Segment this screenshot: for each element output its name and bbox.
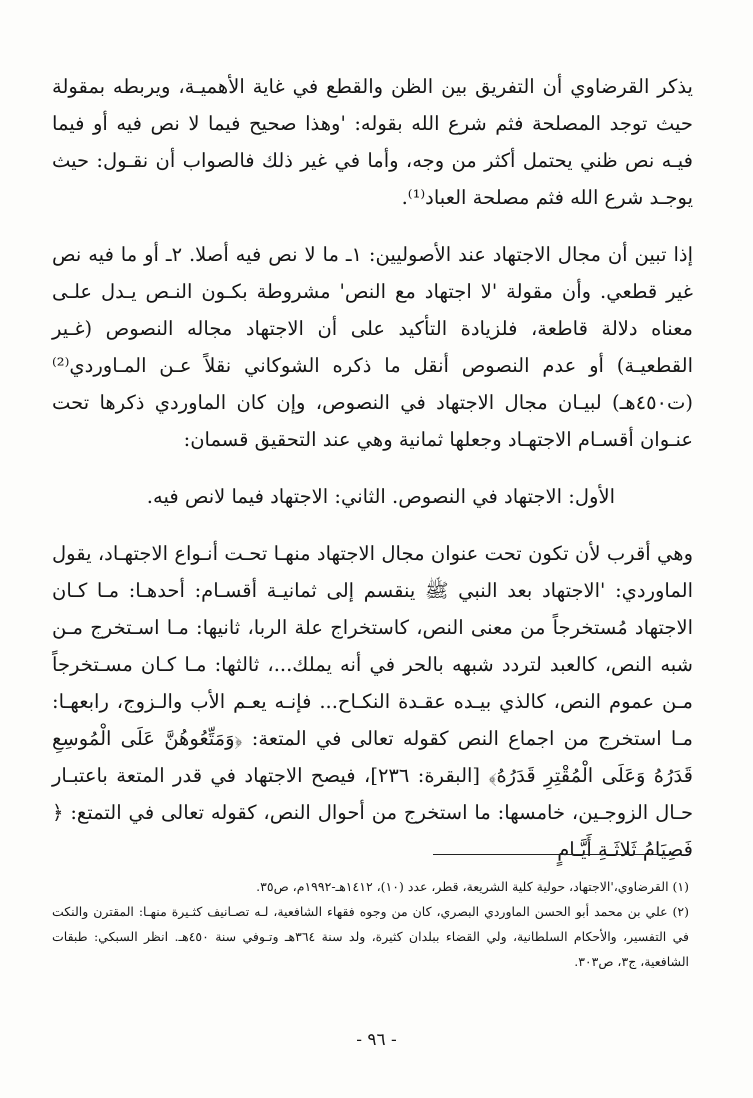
footnote-1: (١) القرضاوي،'الاجتهاد، حولية كلية الشريعة، قطر، عدد (١٠)، ١٤١٢هـ-١٩٩٢م، ص٣٥.	[256, 879, 689, 894]
paragraph-ijtihad-scope: إذا تبين أن مجال الاجتهاد عند الأصوليين: ١ـ ما لا نص فيه أصلا. ٢ـ أو ما فيه نص غير قطعي. وأن مقولة 'لا اجتهاد مع النص' مشروطة بكـون النـص يـدل علـى معناه دلالة قاطعة، فلزيادة التأكيد على أن الاجتهاد مجاله النصوص (غـير القطعيـة) أو عدم النصوص أنقل ما ذكره الشوكاني نقلاً عـن المـاوردي⁽²⁾(ت٤٥٠هـ) لبيـان مجال الاجتهاد في النصوص، وإن كان الماوردي ذكرها تحت عنـوان أقسـام الاجتهـاد وجعلها ثمانية وهي عند التحقيق قسمان:	[52, 243, 693, 451]
footnote-divider	[433, 854, 673, 855]
footnote-2: (٢) علي بن محمد أبو الحسن الماوردي البصري، كان من وجوه فقهاء الشافعية، لـه تصـانيف كثـيرة منهـا: المقترن والنكت في التفسير، والأحكام السلطانية، ولي القضاء ببلدان كثيرة، ولد سنة ٣٦٤هـ وتـوفي سنة ٤٥٠هـ. انظر السبكي: طبقات الشافعية، ج٣، ص٣٠٣.	[52, 904, 690, 969]
paragraph-mawardi-quote: وهي أقرب لأن تكون تحت عنوان مجال الاجتهاد منهـا تحـت أنـواع الاجتهـاد، يقول الماوردي: 'الاجتهاد بعد النبي ﷺ ينقسم إلى ثمانيـة أقسـام: أحدهـا: مـا كـان الاجتهاد مُستخرجاً من معنى النص، كاستخراج علة الربا، ثانيها: مـا اسـتخرج مـن شبه النص، كالعبد لتردد شبهه بالحر في أنه يملك...، ثالثها: مـا كـان مسـتخرجاً مـن عموم النص، كالذي بيـده عقـدة النكـاح... فإنـه يعـم الأب والـزوج، رابعهـا: مـا استخرج من اجماع النص كقوله تعالى في المتعة: ﴿وَمَتِّعُوهُنَّ عَلَى الْمُوسِعِ قَدَرُهُ وَعَلَى الْمُقْتِرِ قَدَرُهُ﴾ [البقرة: ٢٣٦]، فيصح الاجتهاد في قدر المتعة باعتبـار حـال الزوجـين، خامسها: ما استخرج من أحوال النص، كقوله تعالى في التمتع: ﴿ فَصِيَامُ ثَلاثَـةِ أَيَّـامٍ	[52, 542, 693, 861]
paragraph-qaradawi: يذكر القرضاوي أن التفريق بين الظن والقطع في غاية الأهميـة، ويربطه بمقولة حيث توجد المصلحة فثم شرع الله بقوله: 'وهذا صحيح فيما لا نص فيه أو فيما فيـه نص ظني يحتمل أكثر من وجه، وأما في غير ذلك فالصواب أن نقـول: حيث يوجـد شرع الله فثم مصلحة العباد⁽¹⁾.	[52, 75, 693, 209]
footnotes	[52, 874, 689, 974]
page-number: - ٩٦ -	[356, 1030, 397, 1050]
paragraph-two-types: الأول: الاجتهاد في النصوص. الثاني: الاجتهاد فيما لانص فيه.	[146, 485, 615, 508]
